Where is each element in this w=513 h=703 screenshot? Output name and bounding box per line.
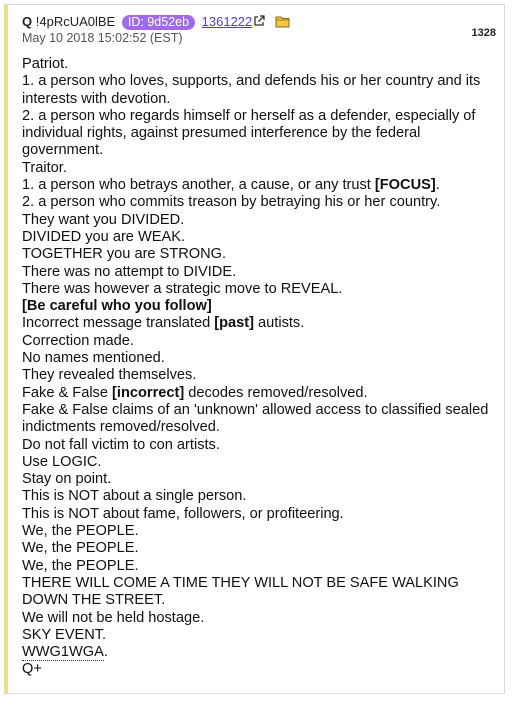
text-line xyxy=(22,315,498,332)
text-line: Q+ xyxy=(22,661,42,678)
text-line: We, the PEOPLE. xyxy=(22,557,139,574)
text-line: This is NOT about a single person. xyxy=(22,488,247,505)
text-segment: Fake & False xyxy=(22,384,108,401)
text-line: Traitor. xyxy=(22,159,67,176)
text-segment: autists. xyxy=(258,315,305,332)
text-line: No names mentioned. xyxy=(22,350,165,367)
tripcode: !4pRcUA0lBE xyxy=(35,14,116,29)
text-line: THERE WILL COME A TIME THEY WILL NOT BE SAFE WALKING DOWN THE STREET. xyxy=(22,574,459,609)
text-line: Stay on point. xyxy=(22,471,112,488)
text-line: 2. a person who regards himself or herself as a defender, especially of individual rights, against presumed interference by the federal government. xyxy=(22,107,476,159)
text-line: There was however a strategic move to REVEAL. xyxy=(22,280,343,297)
post-card xyxy=(4,4,505,694)
text-line xyxy=(22,644,498,661)
text-line: DIVIDED you are WEAK. xyxy=(22,228,186,245)
bold-text: [past] xyxy=(214,315,254,332)
text-line: 2. a person who commits treason by betraying his or her country. xyxy=(22,194,441,211)
hashtag-text: WWG1WGA xyxy=(22,644,104,661)
text-segment: decodes removed/resolved. xyxy=(188,384,368,401)
post-body xyxy=(22,56,498,679)
text-segment: 1. a person who betrays another, a cause, or any trust xyxy=(22,177,371,194)
text-segment: Incorrect message translated xyxy=(22,315,211,332)
text-line: TOGETHER you are STRONG. xyxy=(22,246,227,263)
post-number-link[interactable]: 1361222 xyxy=(201,14,253,29)
text-segment: . xyxy=(103,644,108,661)
bold-text: [Be careful who you follow] xyxy=(22,298,212,315)
text-line: They revealed themselves. xyxy=(22,367,197,384)
text-line xyxy=(22,177,498,194)
text-line: There was no attempt to DIVIDE. xyxy=(22,263,237,280)
text-line: Do not fall victim to con artists. xyxy=(22,436,220,453)
external-link-icon[interactable] xyxy=(253,15,265,27)
post-header xyxy=(22,14,494,48)
text-line: We will not be held hostage. xyxy=(22,609,205,626)
text-line: SKY EVENT. xyxy=(22,626,107,643)
folder-icon[interactable] xyxy=(275,15,290,28)
bold-text: [FOCUS] xyxy=(374,177,436,194)
text-line: 1. a person who loves, supports, and defends his or her country and its interests with devotion. xyxy=(22,73,481,107)
post-date: May 10 2018 15:02:52 (EST) xyxy=(22,31,183,45)
text-line xyxy=(22,385,498,402)
text-line: We, the PEOPLE. xyxy=(22,540,139,557)
text-line: Correction made. xyxy=(22,332,134,349)
text-line: We, the PEOPLE. xyxy=(22,523,139,540)
post-author: Q xyxy=(22,14,33,29)
text-line: Patriot. xyxy=(22,56,69,72)
text-line: Use LOGIC. xyxy=(22,453,102,470)
text-segment: . xyxy=(435,177,440,194)
post-count: 1328 xyxy=(471,27,496,39)
poster-id-badge[interactable]: ID: 9d52eb xyxy=(122,15,195,30)
text-line: Fake & False claims of an 'unknown' allowed access to classified sealed indictments removed/resolved. xyxy=(22,401,489,436)
text-line: This is NOT about fame, followers, or profiteering. xyxy=(22,505,344,522)
text-line: They want you DIVIDED. xyxy=(22,211,185,228)
text-line xyxy=(22,298,498,315)
bold-text: [incorrect] xyxy=(112,384,185,401)
